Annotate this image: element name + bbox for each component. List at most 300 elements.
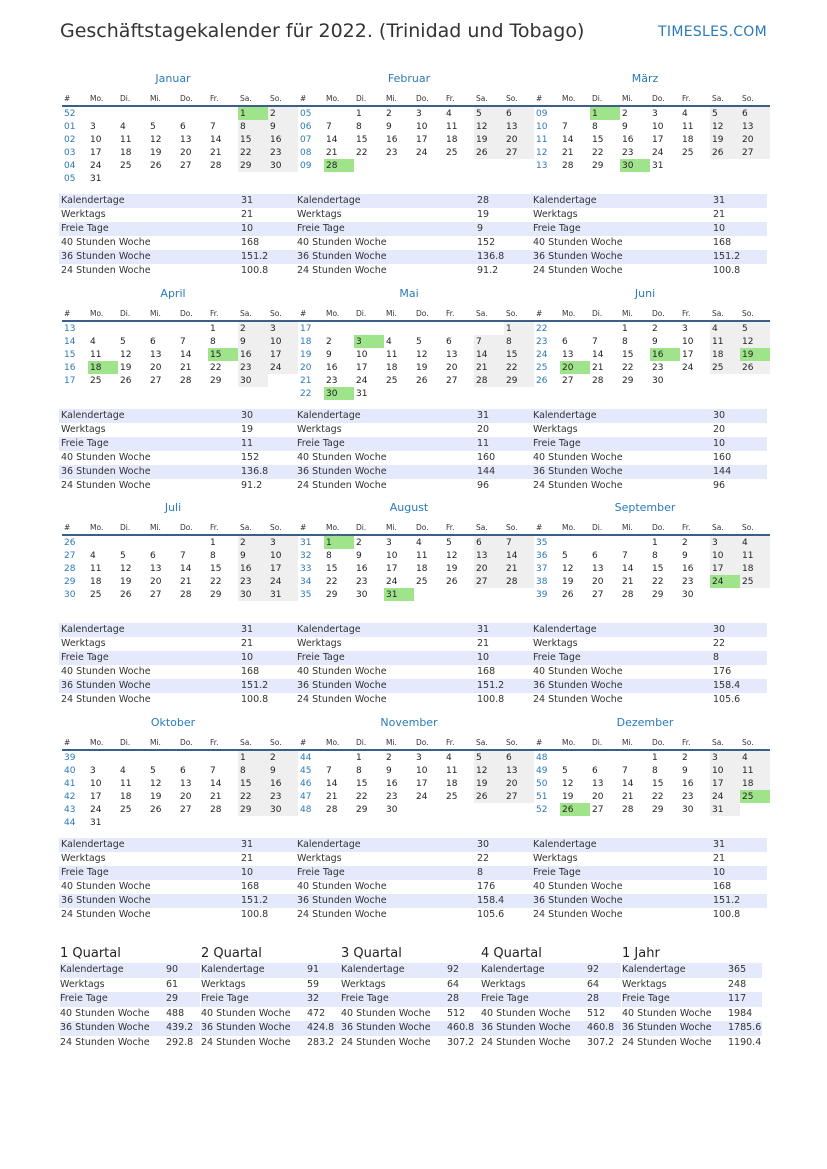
week-number: 12 — [536, 147, 548, 158]
day-cell: 4 — [446, 108, 452, 119]
weekday-header: Mi. — [384, 521, 414, 535]
day-cell — [324, 106, 354, 120]
weekday-header: Do. — [650, 736, 680, 750]
quarter-stat-value: 28 — [447, 993, 460, 1004]
day-cell — [620, 535, 650, 549]
week-row — [534, 348, 770, 361]
weekday-header: Mo. — [324, 521, 354, 535]
day-cell: 8 — [504, 335, 534, 348]
week-row — [298, 159, 534, 172]
stat-value: 31 — [241, 839, 254, 850]
day-cell: 9 — [326, 349, 332, 360]
month-table — [62, 92, 298, 185]
day-cell: 15 — [326, 563, 338, 574]
day-cell: 21 — [180, 576, 192, 587]
day-cell: 28 — [180, 375, 192, 386]
stat-label: 36 Stunden Woche — [61, 895, 151, 906]
day-cell: 21 — [592, 362, 604, 373]
day-cell — [384, 159, 414, 172]
month-calendar — [534, 716, 756, 816]
day-cell: 27 — [740, 146, 770, 159]
quarter-stat-value: 92 — [447, 964, 460, 975]
day-cell: 5 — [150, 765, 156, 776]
day-cell: 22 — [356, 147, 368, 158]
quarter-stat-value: 439.2 — [166, 1022, 194, 1033]
day-cell — [178, 321, 208, 335]
day-cell: 11 — [386, 349, 398, 360]
day-cell — [208, 106, 238, 120]
day-cell: 11 — [446, 765, 458, 776]
day-cell: 23 — [682, 791, 694, 802]
stat-label: 24 Stunden Woche — [533, 909, 623, 920]
day-cell: 23 — [622, 147, 634, 158]
stat-value: 151.2 — [241, 251, 269, 262]
stat-row — [59, 451, 295, 465]
weekday-header: Mo. — [560, 521, 590, 535]
day-cell: 6 — [180, 121, 186, 132]
stat-label: 36 Stunden Woche — [297, 466, 387, 477]
weekday-header: Mi. — [384, 307, 414, 321]
stat-value: 21 — [713, 209, 726, 220]
day-cell: 1 — [356, 752, 362, 763]
weekday-header: Do. — [414, 521, 444, 535]
month-table — [62, 521, 298, 601]
day-cell: 18 — [416, 563, 428, 574]
quarter-stat-row — [341, 978, 481, 993]
day-cell: 19 — [446, 563, 458, 574]
day-cell: 9 — [386, 765, 392, 776]
stat-row — [59, 679, 295, 693]
day-cell — [560, 750, 590, 764]
day-cell: 31 — [268, 588, 298, 601]
quarter-stat-value: 512 — [587, 1007, 606, 1019]
day-cell: 13 — [446, 349, 458, 360]
day-cell: 28 — [474, 374, 504, 387]
page-title: Geschäftstagekalender für 2022. (Trinidad und Tobago) — [60, 20, 585, 42]
weekday-header: # — [534, 736, 560, 750]
day-cell: 5 — [150, 121, 156, 132]
month-name: April — [160, 287, 186, 300]
day-cell: 24 — [416, 147, 428, 158]
stat-label: Kalendertage — [61, 195, 125, 206]
day-cell: 7 — [474, 335, 504, 348]
day-cell — [268, 374, 298, 387]
weekday-header: Mo. — [560, 307, 590, 321]
day-cell: 13 — [504, 120, 534, 133]
day-cell: 17 — [682, 349, 694, 360]
day-cell: 22 — [592, 147, 604, 158]
stat-value: 136.8 — [477, 251, 505, 262]
day-cell: 27 — [474, 575, 504, 588]
day-cell — [560, 321, 590, 335]
day-cell: 1 — [356, 108, 362, 119]
day-cell: 21 — [210, 791, 222, 802]
day-cell — [118, 750, 148, 764]
day-cell: 24 — [268, 361, 298, 374]
day-cell: 26 — [416, 375, 428, 386]
stat-row — [59, 852, 295, 866]
week-number: 06 — [300, 121, 312, 132]
day-cell — [354, 321, 384, 335]
stat-row — [531, 194, 767, 208]
quarter-stat-label: Kalendertage — [622, 964, 686, 975]
quarter-stat-row — [201, 1007, 341, 1022]
quarter-stat-value: 307.2 — [447, 1036, 475, 1048]
day-cell — [238, 816, 268, 829]
weekday-header: So. — [740, 307, 770, 321]
holiday-day-cell: 3 — [354, 335, 384, 348]
week-row — [62, 777, 298, 790]
stat-value: 105.6 — [713, 694, 741, 705]
day-cell: 10 — [710, 764, 740, 777]
month-table — [62, 736, 298, 829]
quarter-stat-row — [622, 1007, 762, 1022]
day-cell — [740, 803, 770, 816]
stat-value: 31 — [713, 195, 726, 206]
quarter-stat-row — [201, 963, 341, 978]
stat-value: 168 — [241, 237, 260, 248]
day-cell: 6 — [446, 336, 452, 347]
day-cell: 21 — [622, 576, 634, 587]
day-cell: 16 — [386, 778, 398, 789]
weekday-header: Do. — [178, 307, 208, 321]
quarter-stat-label: 24 Stunden Woche — [622, 1036, 712, 1048]
stat-label: 24 Stunden Woche — [61, 694, 151, 705]
day-cell: 30 — [682, 804, 694, 815]
day-cell: 2 — [622, 108, 628, 119]
day-cell: 20 — [504, 777, 534, 790]
weekday-header: Fr. — [444, 307, 474, 321]
week-row — [62, 335, 298, 348]
stat-label: Kalendertage — [533, 624, 597, 635]
day-cell — [148, 816, 178, 829]
day-cell: 8 — [326, 550, 332, 561]
holiday-day-cell: 24 — [710, 575, 740, 588]
weekday-header: Mi. — [620, 736, 650, 750]
day-cell: 3 — [416, 108, 422, 119]
week-number: 13 — [64, 323, 76, 334]
weekday-header: Do. — [650, 307, 680, 321]
quarter-stat-label: Kalendertage — [341, 964, 405, 975]
stat-value: 10 — [241, 223, 254, 234]
day-cell: 24 — [652, 147, 664, 158]
day-cell: 29 — [238, 159, 268, 172]
day-cell: 6 — [180, 765, 186, 776]
month-stats — [531, 838, 767, 922]
day-cell: 18 — [120, 791, 132, 802]
weekday-header: Mi. — [148, 521, 178, 535]
month-table — [534, 307, 770, 387]
stat-label: 24 Stunden Woche — [61, 909, 151, 920]
day-cell: 31 — [90, 817, 102, 828]
stat-row — [295, 465, 531, 479]
month-calendar — [298, 716, 520, 816]
day-cell: 20 — [474, 562, 504, 575]
day-cell: 1 — [210, 323, 216, 334]
stat-label: Freie Tage — [61, 438, 109, 449]
stat-label: 36 Stunden Woche — [61, 251, 151, 262]
day-cell: 3 — [386, 537, 392, 548]
quarter-stat-value: 1785.6 — [728, 1022, 762, 1033]
stat-value: 96 — [477, 480, 490, 491]
weekday-header: Do. — [178, 92, 208, 106]
week-row — [534, 361, 770, 374]
stat-value: 30 — [241, 410, 254, 421]
day-cell — [504, 803, 534, 816]
week-row — [534, 159, 770, 172]
weekday-header: So. — [740, 92, 770, 106]
stat-row — [531, 465, 767, 479]
day-cell: 24 — [90, 804, 102, 815]
stat-row — [531, 908, 767, 922]
week-row — [534, 750, 770, 764]
stat-value: 21 — [241, 853, 254, 864]
day-cell: 16 — [682, 563, 694, 574]
weekday-header: Di. — [590, 92, 620, 106]
day-cell: 17 — [90, 791, 102, 802]
quarter-stat-label: 40 Stunden Woche — [341, 1007, 431, 1019]
stat-row — [59, 194, 295, 208]
week-row — [534, 764, 770, 777]
day-cell: 28 — [180, 589, 192, 600]
week-number: 35 — [536, 537, 548, 548]
brand-link[interactable]: TIMESLES.COM — [658, 24, 767, 40]
stat-value: 91.2 — [477, 265, 499, 276]
quarter-stat-label: 36 Stunden Woche — [60, 1022, 150, 1033]
day-cell — [324, 750, 354, 764]
quarter-stat-row — [201, 1021, 341, 1036]
quarter-stat-row — [60, 978, 200, 993]
stat-value: 8 — [713, 652, 720, 663]
day-cell: 25 — [446, 791, 458, 802]
day-cell: 16 — [268, 133, 298, 146]
week-row — [534, 535, 770, 549]
day-cell: 12 — [740, 335, 770, 348]
month-calendar — [298, 501, 520, 601]
quarter-title: 1 Quartal — [60, 946, 121, 961]
day-cell: 2 — [238, 321, 268, 335]
day-cell: 26 — [474, 790, 504, 803]
week-row — [298, 146, 534, 159]
week-row — [62, 374, 298, 387]
day-cell: 16 — [356, 563, 368, 574]
day-cell: 2 — [682, 752, 688, 763]
stat-row — [295, 437, 531, 451]
day-cell — [178, 106, 208, 120]
stat-label: Freie Tage — [533, 438, 581, 449]
day-cell — [118, 172, 148, 185]
day-cell: 26 — [474, 146, 504, 159]
day-cell: 7 — [622, 765, 628, 776]
quarter-stat-row — [60, 992, 200, 1007]
week-number: 21 — [300, 375, 312, 386]
stat-label: 24 Stunden Woche — [61, 265, 151, 276]
stat-row — [59, 208, 295, 222]
stat-label: 36 Stunden Woche — [297, 895, 387, 906]
weekday-header: # — [62, 307, 88, 321]
day-cell: 10 — [416, 121, 428, 132]
day-cell: 22 — [326, 576, 338, 587]
day-cell: 20 — [150, 362, 162, 373]
day-cell: 24 — [682, 362, 694, 373]
day-cell: 7 — [180, 336, 186, 347]
stat-value: 100.8 — [241, 909, 269, 920]
weekday-header: Di. — [590, 736, 620, 750]
day-cell: 10 — [682, 336, 694, 347]
stat-label: Freie Tage — [297, 867, 345, 878]
day-cell — [590, 535, 620, 549]
week-number: 38 — [536, 576, 548, 587]
week-number: 19 — [300, 349, 312, 360]
stat-value: 136.8 — [241, 466, 269, 477]
day-cell: 15 — [622, 349, 634, 360]
day-cell: 21 — [622, 791, 634, 802]
stat-value: 151.2 — [241, 680, 269, 691]
day-cell: 2 — [238, 535, 268, 549]
day-cell: 12 — [474, 764, 504, 777]
day-cell: 18 — [120, 147, 132, 158]
day-cell: 1 — [238, 750, 268, 764]
day-cell: 25 — [386, 375, 398, 386]
stat-row — [531, 866, 767, 880]
quarter-stat-value: 283.2 — [307, 1036, 335, 1048]
day-cell: 6 — [150, 336, 156, 347]
day-cell: 26 — [150, 804, 162, 815]
month-stats — [295, 409, 531, 493]
stat-row — [531, 679, 767, 693]
day-cell — [384, 387, 414, 400]
day-cell: 6 — [504, 106, 534, 120]
week-row — [534, 562, 770, 575]
day-cell: 30 — [238, 374, 268, 387]
day-cell: 22 — [356, 791, 368, 802]
stat-row — [59, 908, 295, 922]
day-cell: 28 — [622, 589, 634, 600]
day-cell: 11 — [710, 335, 740, 348]
day-cell — [474, 321, 504, 335]
stat-row — [531, 623, 767, 637]
stat-row — [59, 665, 295, 679]
quarter-stat-label: Freie Tage — [201, 993, 249, 1004]
day-cell: 11 — [416, 550, 428, 561]
day-cell: 19 — [562, 791, 574, 802]
day-cell: 18 — [740, 777, 770, 790]
day-cell: 17 — [710, 777, 740, 790]
week-number: 28 — [64, 563, 76, 574]
week-number: 35 — [300, 589, 312, 600]
day-cell: 12 — [120, 349, 132, 360]
day-cell: 9 — [652, 336, 658, 347]
stat-value: 21 — [713, 853, 726, 864]
weekday-header: Sa. — [238, 307, 268, 321]
stat-label: 40 Stunden Woche — [61, 881, 151, 892]
day-cell: 8 — [592, 121, 598, 132]
quarter-title: 2 Quartal — [201, 946, 262, 961]
quarter-stat-label: 24 Stunden Woche — [60, 1036, 150, 1048]
month-calendar — [62, 716, 284, 829]
day-cell: 20 — [504, 133, 534, 146]
month-name: Mai — [399, 287, 419, 300]
day-cell: 25 — [682, 147, 694, 158]
day-cell: 15 — [504, 348, 534, 361]
stat-row — [531, 437, 767, 451]
day-cell: 10 — [268, 335, 298, 348]
day-cell: 15 — [356, 134, 368, 145]
day-cell: 27 — [180, 160, 192, 171]
day-cell: 28 — [326, 804, 338, 815]
day-cell — [148, 750, 178, 764]
day-cell — [414, 321, 444, 335]
stat-row — [531, 451, 767, 465]
month-stats — [59, 838, 295, 922]
stat-value: 30 — [713, 410, 726, 421]
holiday-day-cell: 1 — [590, 106, 620, 120]
week-number: 36 — [536, 550, 548, 561]
day-cell: 28 — [210, 804, 222, 815]
day-cell: 2 — [326, 336, 332, 347]
weekday-header: Di. — [118, 92, 148, 106]
quarter-stat-value: 488 — [166, 1007, 185, 1019]
month-name: Dezember — [616, 716, 674, 729]
stat-row — [531, 852, 767, 866]
quarter-stat-label: 36 Stunden Woche — [201, 1022, 291, 1033]
day-cell: 27 — [504, 146, 534, 159]
day-cell: 1 — [210, 537, 216, 548]
week-number: 42 — [64, 791, 76, 802]
weekday-header: Di. — [354, 521, 384, 535]
day-cell: 3 — [90, 121, 96, 132]
day-cell: 8 — [238, 120, 268, 133]
day-cell — [178, 750, 208, 764]
day-cell: 9 — [682, 765, 688, 776]
day-cell: 9 — [356, 550, 362, 561]
stat-label: Werktags — [61, 209, 106, 220]
holiday-day-cell: 16 — [650, 348, 680, 361]
day-cell: 29 — [238, 803, 268, 816]
day-cell: 21 — [562, 147, 574, 158]
day-cell: 1 — [652, 537, 658, 548]
week-number: 33 — [300, 563, 312, 574]
stat-value: 168 — [713, 881, 732, 892]
week-number: 14 — [64, 336, 76, 347]
day-cell: 23 — [386, 791, 398, 802]
quarter-stat-label: 40 Stunden Woche — [60, 1007, 150, 1019]
week-row — [298, 387, 534, 400]
day-cell: 18 — [710, 348, 740, 361]
day-cell — [208, 750, 238, 764]
week-row — [62, 348, 298, 361]
day-cell: 22 — [238, 146, 268, 159]
quarter-stat-label: Werktags — [201, 978, 246, 990]
day-cell: 20 — [150, 576, 162, 587]
day-cell: 18 — [386, 362, 398, 373]
month-calendar — [62, 287, 284, 387]
day-cell: 4 — [710, 321, 740, 335]
week-row — [62, 146, 298, 159]
day-cell: 7 — [592, 336, 598, 347]
stat-row — [59, 637, 295, 651]
day-cell: 4 — [90, 550, 96, 561]
week-row — [298, 588, 534, 601]
quarter-stat-row — [481, 963, 621, 978]
day-cell: 12 — [562, 778, 574, 789]
weekday-header: Fr. — [680, 307, 710, 321]
day-cell: 14 — [622, 563, 634, 574]
week-number: 44 — [300, 752, 312, 763]
day-cell: 21 — [474, 361, 504, 374]
quarter-stat-label: 24 Stunden Woche — [341, 1036, 431, 1048]
day-cell: 14 — [180, 349, 192, 360]
